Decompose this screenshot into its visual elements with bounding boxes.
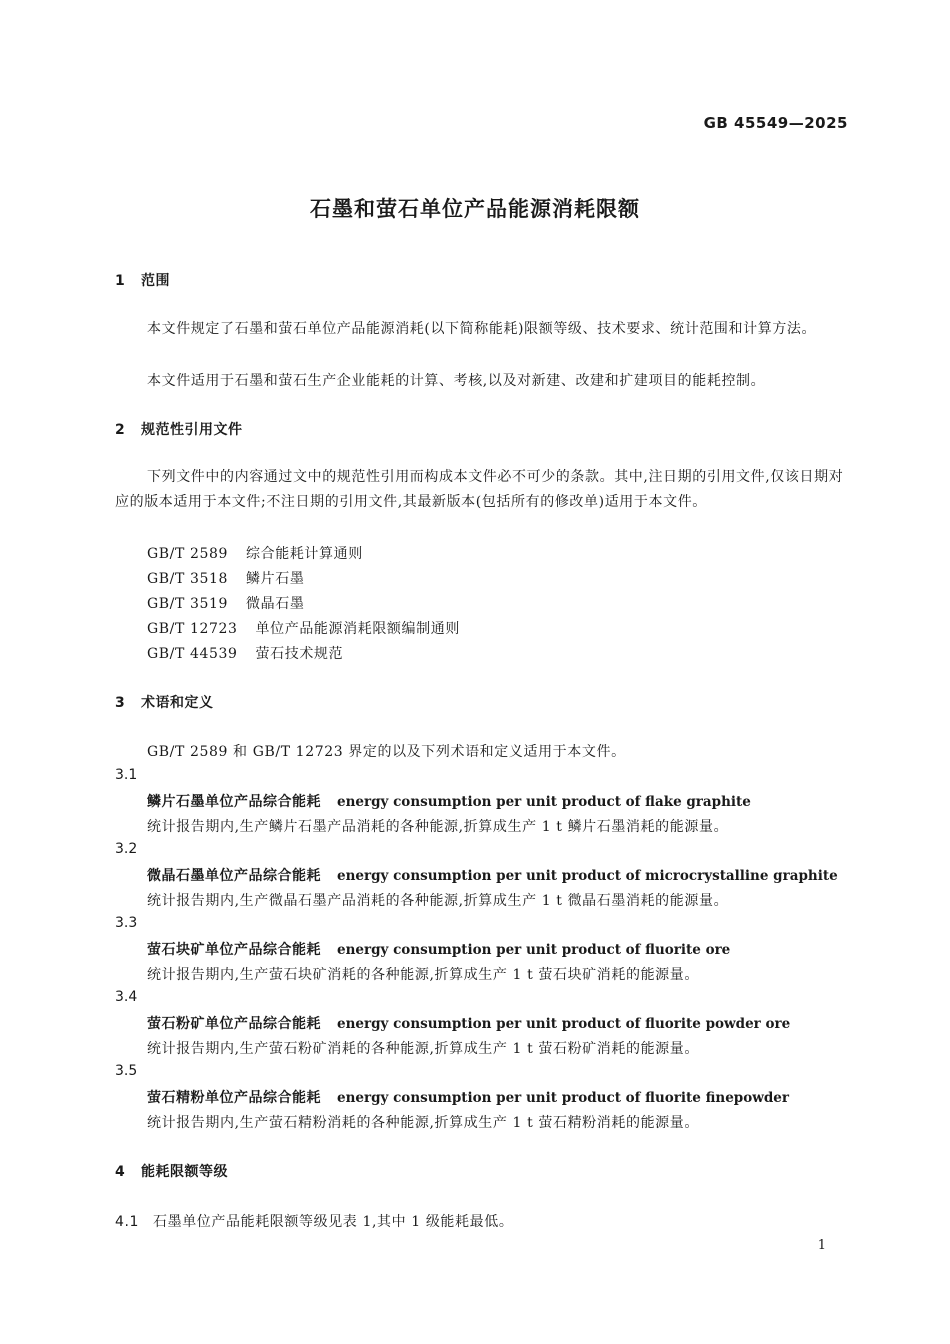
reference-item bbox=[147, 593, 304, 613]
term-heading bbox=[147, 865, 838, 885]
term-chinese: 萤石精粉单位产品综合能耗 bbox=[147, 1090, 321, 1106]
term-number: 3.3 bbox=[115, 915, 138, 931]
term-definition: 统计报告期内,生产萤石粉矿消耗的各种能源,折算成生产 1 t 萤石粉矿消耗的能源量。 bbox=[147, 1041, 699, 1057]
section-4-heading bbox=[115, 1161, 228, 1181]
reference-title: 萤石技术规范 bbox=[255, 646, 344, 662]
section-title: 能耗限额等级 bbox=[141, 1164, 228, 1180]
term-english: energy consumption per unit product of fluorite powder ore bbox=[337, 1016, 791, 1032]
standard-number: GB 45549—2025 bbox=[703, 114, 848, 132]
section-title: 术语和定义 bbox=[141, 695, 214, 711]
reference-code: GB/T 3518 bbox=[147, 571, 229, 587]
term-definition: 统计报告期内,生产微晶石墨产品消耗的各种能源,折算成生产 1 t 微晶石墨消耗的能源量。 bbox=[147, 893, 729, 909]
term-number: 3.1 bbox=[115, 767, 138, 783]
reference-item bbox=[147, 543, 363, 563]
term-english: energy consumption per unit product of flake graphite bbox=[337, 794, 751, 810]
term-number: 3.5 bbox=[115, 1063, 138, 1079]
term-heading bbox=[147, 791, 751, 811]
reference-title: 鳞片石墨 bbox=[246, 571, 305, 587]
term-definition: 统计报告期内,生产萤石块矿消耗的各种能源,折算成生产 1 t 萤石块矿消耗的能源量。 bbox=[147, 967, 699, 983]
section-title: 规范性引用文件 bbox=[141, 422, 243, 438]
term-english: energy consumption per unit product of fluorite finepowder bbox=[337, 1090, 789, 1106]
clause-number: 4.1 bbox=[115, 1214, 140, 1230]
reference-item bbox=[147, 643, 343, 663]
reference-title: 综合能耗计算通则 bbox=[246, 546, 363, 562]
term-chinese: 萤石粉矿单位产品综合能耗 bbox=[147, 1016, 321, 1032]
section-number: 3 bbox=[115, 695, 126, 711]
term-english: energy consumption per unit product of fluorite ore bbox=[337, 942, 731, 958]
reference-item bbox=[147, 618, 460, 638]
section-number: 2 bbox=[115, 422, 126, 438]
reference-code: GB/T 44539 bbox=[147, 646, 238, 662]
section-title: 范围 bbox=[141, 273, 170, 289]
section-2-heading bbox=[115, 419, 243, 439]
section-3-heading bbox=[115, 692, 214, 712]
term-heading bbox=[147, 1013, 790, 1033]
reference-code: GB/T 2589 bbox=[147, 546, 229, 562]
term-chinese: 微晶石墨单位产品综合能耗 bbox=[147, 868, 321, 884]
section-1-heading bbox=[115, 270, 170, 290]
terms-intro: GB/T 2589 和 GB/T 12723 界定的以及下列术语和定义适用于本文件。 bbox=[147, 744, 626, 760]
term-definition: 统计报告期内,生产鳞片石墨产品消耗的各种能源,折算成生产 1 t 鳞片石墨消耗的能源量。 bbox=[147, 819, 729, 835]
section-number: 1 bbox=[115, 273, 126, 289]
page-number: 1 bbox=[817, 1238, 826, 1253]
section-number: 4 bbox=[115, 1164, 126, 1180]
reference-code: GB/T 12723 bbox=[147, 621, 238, 637]
term-number: 3.4 bbox=[115, 989, 138, 1005]
normative-references-intro: 下列文件中的内容通过文中的规范性引用而构成本文件必不可少的条款。其中,注日期的引用文件,仅该日期对应的版本适用于本文件;不注日期的引用文件,其最新版本(包括所有的修改单)适用于本文件。 bbox=[115, 469, 844, 510]
reference-item bbox=[147, 568, 304, 588]
clause-4-1 bbox=[115, 1211, 513, 1231]
term-english: energy consumption per unit product of microcrystalline graphite bbox=[337, 868, 838, 884]
reference-title: 单位产品能源消耗限额编制通则 bbox=[255, 621, 460, 637]
term-chinese: 萤石块矿单位产品综合能耗 bbox=[147, 942, 321, 958]
reference-title: 微晶石墨 bbox=[246, 596, 305, 612]
scope-paragraph-2: 本文件适用于石墨和萤石生产企业能耗的计算、考核,以及对新建、改建和扩建项目的能耗控制。 bbox=[147, 373, 766, 389]
scope-paragraph-1: 本文件规定了石墨和萤石单位产品能源消耗(以下简称能耗)限额等级、技术要求、统计范围和计算方法。 bbox=[147, 321, 817, 337]
reference-code: GB/T 3519 bbox=[147, 596, 229, 612]
document-title: 石墨和萤石单位产品能源消耗限额 bbox=[310, 197, 640, 221]
clause-text: 石墨单位产品能耗限额等级见表 1,其中 1 级能耗最低。 bbox=[153, 1214, 514, 1230]
term-heading bbox=[147, 939, 730, 959]
term-heading bbox=[147, 1087, 789, 1107]
term-number: 3.2 bbox=[115, 841, 138, 857]
term-definition: 统计报告期内,生产萤石精粉消耗的各种能源,折算成生产 1 t 萤石精粉消耗的能源量。 bbox=[147, 1115, 699, 1131]
term-chinese: 鳞片石墨单位产品综合能耗 bbox=[147, 794, 321, 810]
